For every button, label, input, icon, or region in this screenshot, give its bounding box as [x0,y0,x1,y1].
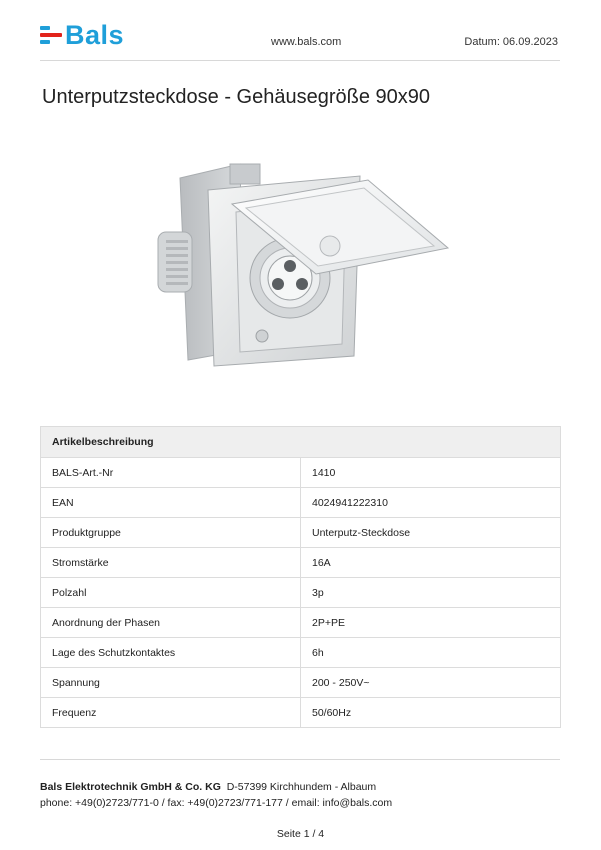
table-row [41,548,561,578]
row-value: 6h [301,638,561,668]
row-value: 16A [301,548,561,578]
table-row [41,578,561,608]
table-row [41,698,561,728]
row-value: 4024941222310 [301,488,561,518]
document-date: Datum: 06.09.2023 [464,36,558,48]
table-row [41,458,561,488]
company-address: D-57399 Kirchhundem - Albaum [226,781,377,793]
company-name: Bals Elektrotechnik GmbH & Co. KG [40,781,221,793]
row-label: Anordnung der Phasen [41,608,301,638]
website-link[interactable]: www.bals.com [271,36,342,48]
product-image [150,150,450,380]
spec-table-heading: Artikelbeschreibung [41,427,561,458]
footer-contact: phone: +49(0)2723/771-0 / fax: +49(0)2723/771-177 / email: info@bals.com [40,797,393,809]
spec-table [40,426,561,728]
page-title: Unterputzsteckdose - Gehäusegröße 90x90 [42,86,430,108]
table-row [41,608,561,638]
bals-logo [40,20,124,50]
footer-address-line [40,779,392,795]
row-value: 1410 [301,458,561,488]
footer [40,779,392,811]
logo-text: Bals [65,20,125,50]
page-number: Seite 1 / 4 [276,828,325,840]
row-label: Stromstärke [41,548,301,578]
row-value: Unterputz-Steckdose [301,518,561,548]
table-row [41,638,561,668]
footer-divider [40,759,560,760]
table-row [41,488,561,518]
page-header [40,20,560,50]
table-row [41,518,561,548]
row-value: 2P+PE [301,608,561,638]
header-divider [40,60,560,61]
row-label: Frequenz [41,698,301,728]
row-value: 200 - 250V~ [301,668,561,698]
row-label: Spannung [41,668,301,698]
table-row [41,668,561,698]
row-label: Polzahl [41,578,301,608]
row-label: Produktgruppe [41,518,301,548]
row-label: BALS-Art.-Nr [41,458,301,488]
logo-mark-icon [40,23,62,47]
spec-table-header [41,427,561,458]
row-value: 50/60Hz [301,698,561,728]
row-value: 3p [301,578,561,608]
row-label: Lage des Schutzkontaktes [41,638,301,668]
row-label: EAN [41,488,301,518]
